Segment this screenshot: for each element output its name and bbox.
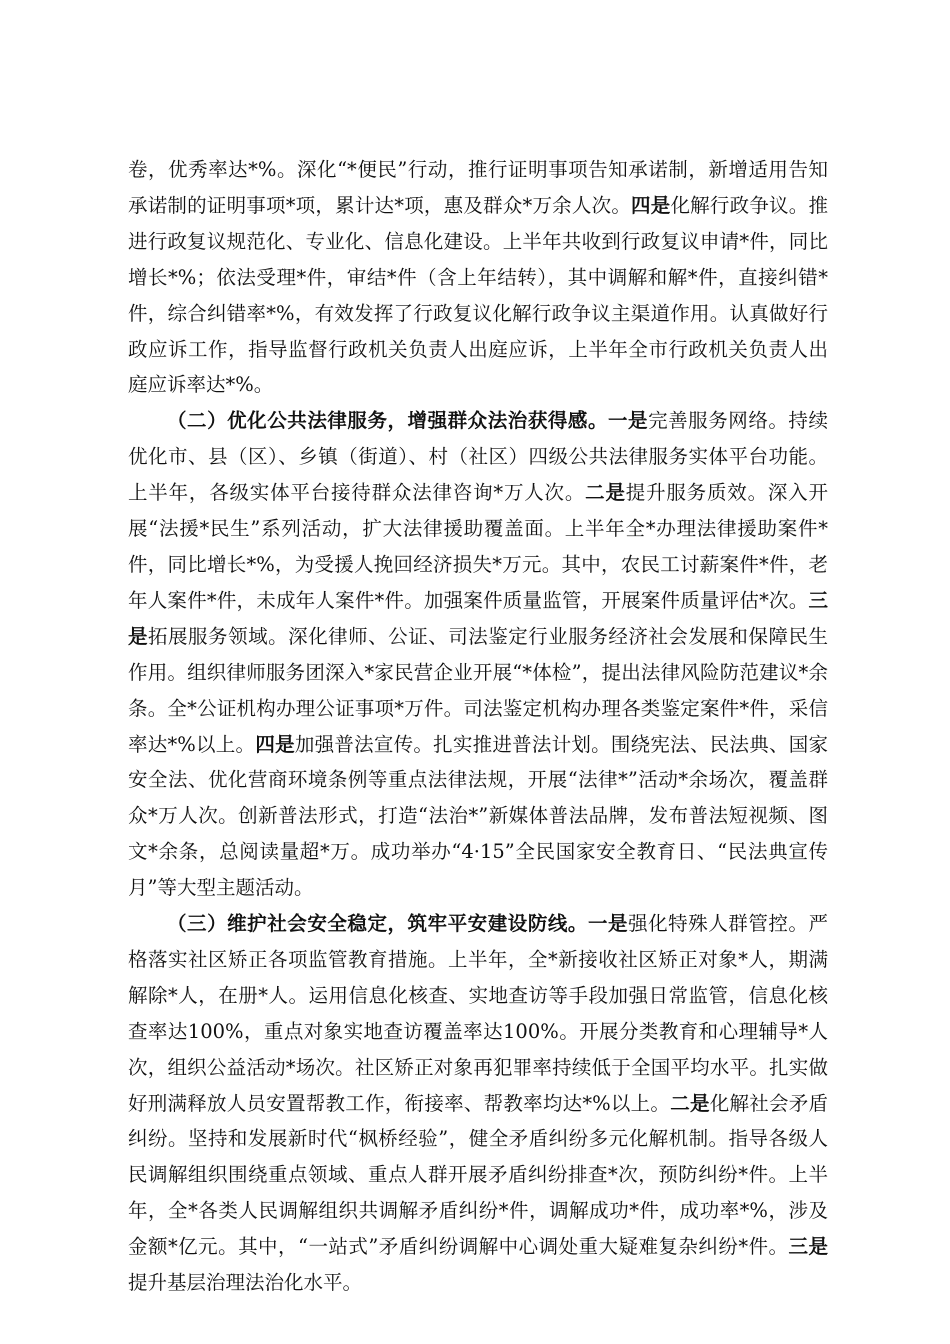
emphasis-run: 二是 <box>670 1091 710 1115</box>
text-run: 化解行政争议。推进行政复议规范化、专业化、信息化建设。上半年共收到行政复议申请*件，同比增长*%；依法受理*件，审结*件（含上年结转），其中调解和解*件，直接纠错*件，综合纠错率*%，有效发挥了行政复议化解行政争议主渠道作用。认真做好行政应诉工作，指导监督行政机关负责人出庭应诉，上半年全市行政机关负责人出庭应诉率达*%。 <box>128 193 828 397</box>
section-heading: （三）维护社会安全稳定，筑牢平安建设防线。 <box>167 912 588 936</box>
paragraph-public-legal-services <box>128 403 828 906</box>
paragraph-social-stability <box>128 906 828 1301</box>
text-run: 提升服务质效。深入开展“法援*民生”系列活动，扩大法律援助覆盖面。上半年全*办理法律援助案件*件，同比增长*%，为受援人挽回经济损失*万元。其中，农民工讨薪案件*件，老年人案件*件，未成年人案件*件。加强案件质量监管，开展案件质量评估*次。 <box>128 481 828 612</box>
document-body <box>128 152 828 1301</box>
text-run: 加强普法宣传。扎实推进普法计划。围绕宪法、民法典、国家安全法、优化营商环境条例等重点法律法规，开展“法律*”活动*余场次，覆盖群众*万人次。创新普法形式，打造“法治*”新媒体普法品牌，发布普法短视频、图文*余条，总阅读量超*万。成功举办“4·15”全民国家安全教育日、“民法典宣传月”等大型主题活动。 <box>128 732 828 900</box>
emphasis-run: 四是 <box>631 193 671 217</box>
text-run: 提升基层治理法治化水平。 <box>128 1271 363 1295</box>
text-run: 完善服务网络。持续优化市、县（区）、乡镇（街道）、村（社区）四级公共法律服务实体平台功能。上半年，各级实体平台接待群众法律咨询*万人次。 <box>128 409 828 505</box>
text-run: 强化特殊人群管控。严格落实社区矫正各项监管教育措施。上半年，全*新接收社区矫正对象*人，期满解除*人，在册*人。运用信息化核查、实地查访等手段加强日常监管，信息化核查率达100%，重点对象实地查访覆盖率达100%。开展分类教育和心理辅导*人次，组织公益活动*场次。社区矫正对象再犯罪率持续低于全国平均水平。扎实做好刑满释放人员安置帮教工作，衔接率、帮教率均达*%以上。 <box>128 912 828 1115</box>
text-run: 化解社会矛盾纠纷。坚持和发展新时代“枫桥经验”，健全矛盾纠纷多元化解机制。指导各级人民调解组织围绕重点领域、重点人群开展矛盾纠纷排查*次，预防纠纷*件。上半年，全*各类人民调解组织共调解矛盾纠纷*件，调解成功*件，成功率*%，涉及金额*亿元。其中，“一站式”矛盾纠纷调解中心调处重大疑难复杂纠纷*件。 <box>128 1091 828 1259</box>
emphasis-run: 四是 <box>255 732 295 756</box>
text-run: 拓展服务领域。深化律师、公证、司法鉴定行业服务经济社会发展和保障民生作用。组织律师服务团深入*家民营企业开展“*体检”，提出法律风险防范建议*余条。全*公证机构办理公证事项*万件。司法鉴定机构办理各类鉴定案件*件，采信率达*%以上。 <box>128 624 828 756</box>
emphasis-run: 三是 <box>788 1235 828 1259</box>
emphasis-run: 一是 <box>587 912 629 936</box>
emphasis-run: 一是 <box>608 409 649 433</box>
section-heading: （二）优化公共法律服务，增强群众法治获得感。 <box>167 409 608 433</box>
emphasis-run: 三是 <box>128 588 828 648</box>
emphasis-run: 二是 <box>585 481 626 505</box>
paragraph-administrative-review <box>128 152 828 403</box>
text-run: 卷，优秀率达*%。深化“*便民”行动，推行证明事项告知承诺制，新增适用告知承诺制的证明事项*项，累计达*项，惠及群众*万余人次。 <box>128 158 828 217</box>
